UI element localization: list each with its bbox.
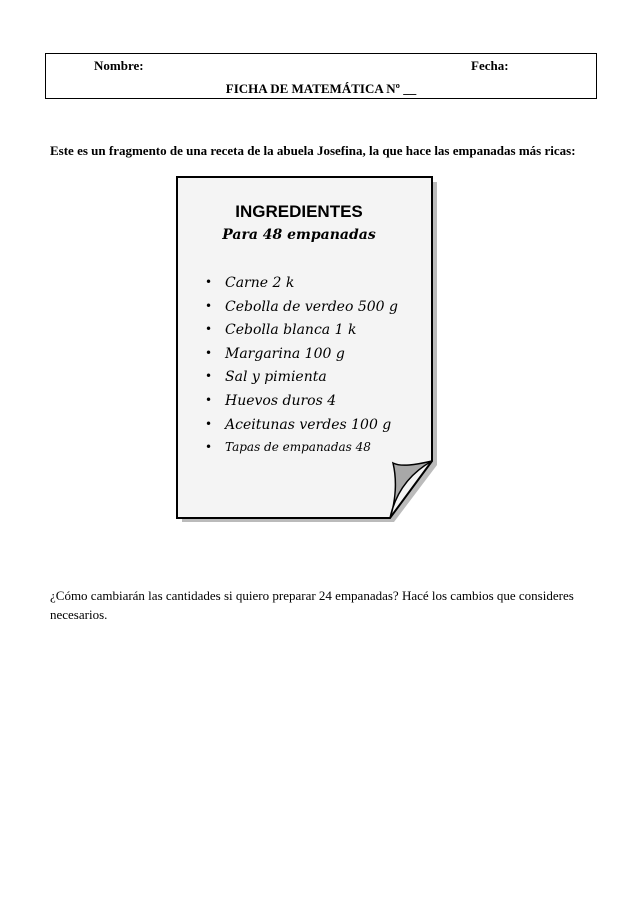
- ingredient-label: Huevos duros 4: [225, 392, 337, 409]
- page-title: FICHA DE MATEMÁTICA Nº __: [225, 81, 417, 96]
- bullet-icon: •: [205, 392, 213, 407]
- list-item: [205, 299, 398, 323]
- bullet-icon: •: [205, 440, 213, 455]
- bullet-icon: •: [205, 275, 213, 289]
- name-label: Nombre:: [94, 58, 144, 73]
- bullet-icon: •: [205, 369, 213, 384]
- list-item: [205, 275, 398, 299]
- ingredient-label: Carne 2 k: [225, 275, 295, 291]
- list-item: [205, 417, 398, 441]
- recipe-card: [175, 175, 440, 522]
- header-box: [45, 53, 597, 99]
- bullet-icon: •: [205, 322, 213, 337]
- ingredient-label: Cebolla blanca 1 k: [225, 322, 357, 339]
- ingredients-subtitle: Para 48 empanadas: [222, 227, 376, 243]
- ingredient-label: Sal y pimienta: [225, 369, 327, 386]
- ingredient-label: Margarina 100 g: [225, 345, 345, 362]
- ingredients-list: [205, 275, 398, 464]
- list-item: [205, 393, 398, 417]
- intro-text: Este es un fragmento de una receta de la abuela Josefina, la que hace las empanadas más ricas:: [50, 143, 576, 158]
- bullet-icon: •: [205, 345, 213, 360]
- question-text: ¿Cómo cambiarán las cantidades si quiero preparar 24 empanadas? Hacé los cambios que consideres necesarios.: [50, 588, 574, 622]
- list-item: [205, 346, 398, 370]
- ingredients-title: INGREDIENTES: [235, 202, 363, 221]
- list-item: [205, 369, 398, 393]
- list-item: [205, 440, 398, 464]
- ingredient-label: Aceitunas verdes 100 g: [225, 416, 392, 433]
- bullet-icon: •: [205, 416, 213, 431]
- list-item: [205, 322, 398, 346]
- ingredient-label: Tapas de empanadas 48: [225, 440, 371, 455]
- bullet-icon: •: [205, 298, 213, 313]
- ingredient-label: Cebolla de verdeo 500 g: [225, 298, 398, 315]
- date-label: Fecha:: [471, 58, 509, 73]
